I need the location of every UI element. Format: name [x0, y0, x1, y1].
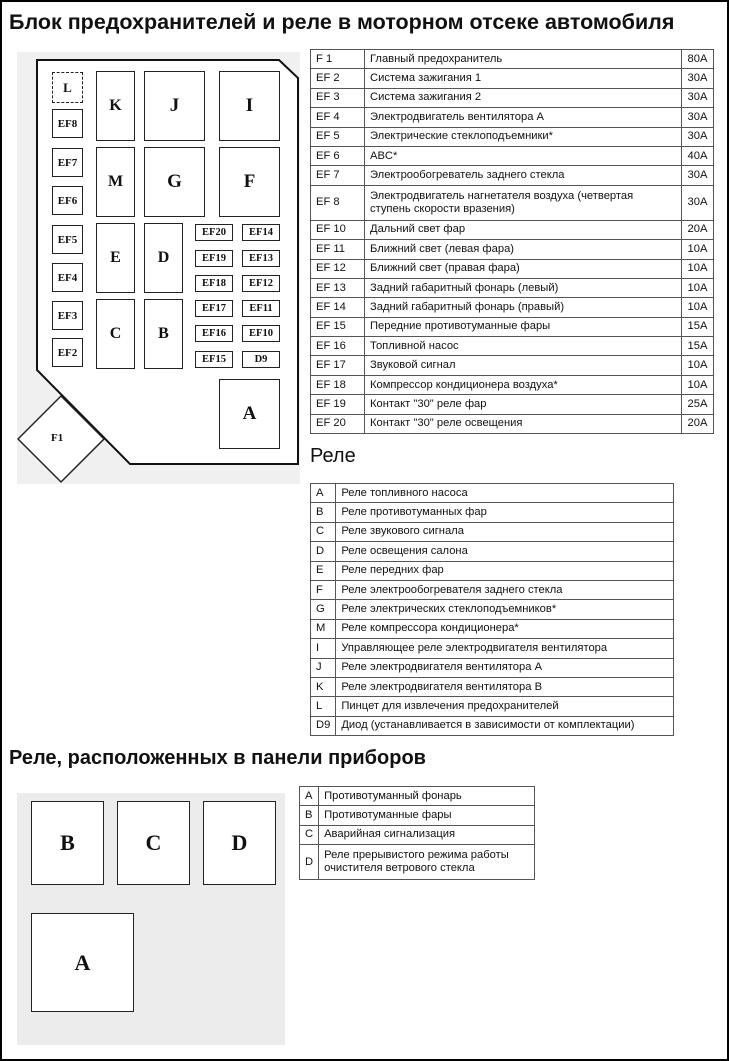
diagram-relay-b: B: [144, 299, 183, 369]
fuse-row-amp: 20A: [682, 220, 714, 239]
diagram-relay-e: E: [96, 223, 135, 293]
fuse-row-code: EF 8: [311, 185, 365, 220]
fuse-row-name: Контакт "30" реле освещения: [365, 414, 682, 433]
fuse-row-amp: 30A: [682, 69, 714, 88]
panel-relay-row-code: C: [300, 825, 319, 844]
diagram-fuse-ef16: EF16: [195, 325, 233, 342]
panel-relay-row-name: Противотуманные фары: [319, 806, 535, 825]
fuse-row-code: EF 16: [311, 337, 365, 356]
relay-row-name: Управляющее реле электродвигателя вентилятора: [336, 639, 674, 658]
fuse-row: [311, 356, 714, 375]
panel-relay-row-name: Аварийная сигнализация: [319, 825, 535, 844]
fuse-row-name: Электродвигатель вентилятора А: [365, 108, 682, 127]
fuse-row-amp: 10A: [682, 298, 714, 317]
fuse-row-amp: 15A: [682, 337, 714, 356]
fuse-row: [311, 69, 714, 88]
fuse-row-amp: 10A: [682, 356, 714, 375]
relay-row: [311, 522, 674, 541]
fuse-row-amp: 15A: [682, 317, 714, 336]
fuse-row: [311, 50, 714, 69]
diagram-fuse-ef3: EF3: [52, 301, 83, 330]
relay-row-name: Реле электрообогревателя заднего стекла: [336, 580, 674, 599]
fuse-row-amp: 30A: [682, 185, 714, 220]
diagram-relay-a: A: [219, 379, 280, 449]
fuse-row-name: Система зажигания 2: [365, 88, 682, 107]
relay-row-code: G: [311, 600, 336, 619]
relay-row-code: K: [311, 677, 336, 696]
panel-diagram-relay-a: A: [31, 913, 134, 1012]
fuse-row-amp: 30A: [682, 127, 714, 146]
fuse-row-name: Контакт "30" реле фар: [365, 395, 682, 414]
diagram-relay-k: K: [96, 71, 135, 141]
fuse-row: [311, 414, 714, 433]
fuse-row-name: Система зажигания 1: [365, 69, 682, 88]
fuse-row-amp: 10A: [682, 278, 714, 297]
relay-row: [311, 658, 674, 677]
panel-relay-row: [300, 787, 535, 806]
diagram-fuse-ef14: EF14: [242, 224, 280, 241]
diagram-fuse-ef6: EF6: [52, 186, 83, 215]
diagram-fuse-ef15: EF15: [195, 351, 233, 368]
fuse-row-amp: 10A: [682, 259, 714, 278]
diagram-fuse-ef19: EF19: [195, 250, 233, 267]
fuse-row-name: Ближний свет (правая фара): [365, 259, 682, 278]
fuse-row: [311, 240, 714, 259]
relay-row: [311, 484, 674, 503]
relay-row-code: A: [311, 484, 336, 503]
panel-relay-row: [300, 825, 535, 844]
fuse-row-name: Задний габаритный фонарь (левый): [365, 278, 682, 297]
fuse-row: [311, 278, 714, 297]
fuse-row-name: Дальний свет фар: [365, 220, 682, 239]
fuse-row-code: F 1: [311, 50, 365, 69]
fuse-row-name: Компрессор кондиционера воздуха*: [365, 375, 682, 394]
fuse-row: [311, 317, 714, 336]
relay-row-code: B: [311, 503, 336, 522]
relay-row-code: J: [311, 658, 336, 677]
diagram-fuse-ef20: EF20: [195, 224, 233, 241]
panel-relay-row: [300, 845, 535, 880]
fuse-row-name: Топливной насос: [365, 337, 682, 356]
panel-relay-row-code: D: [300, 845, 319, 880]
diagram-fuse-ef2: EF2: [52, 338, 83, 367]
fuse-row: [311, 337, 714, 356]
diagram-relay-i: I: [219, 71, 280, 141]
panel-relay-row: [300, 806, 535, 825]
relay-row-name: Реле противотуманных фар: [336, 503, 674, 522]
fuse-row-name: Электродвигатель нагнетателя воздуха (четвертая ступень скорости вразения): [365, 185, 682, 220]
relay-row: [311, 561, 674, 580]
fuse-row-amp: 30A: [682, 88, 714, 107]
relay-row-code: L: [311, 697, 336, 716]
fuse-row-code: EF 17: [311, 356, 365, 375]
fuse-row-code: EF 18: [311, 375, 365, 394]
diagram-label-f1: F1: [51, 432, 64, 444]
diagram-relay-f: F: [219, 147, 280, 217]
diagram-relay-d: D: [144, 223, 183, 293]
relay-row-code: M: [311, 619, 336, 638]
diagram-fuse-ef7: EF7: [52, 148, 83, 177]
fuse-row: [311, 146, 714, 165]
fuse-row-amp: 25A: [682, 395, 714, 414]
fuse-row-amp: 30A: [682, 166, 714, 185]
engine-fuse-box-diagram: [17, 52, 300, 484]
panel-relay-row-name: Противотуманный фонарь: [319, 787, 535, 806]
panel-relay-row-code: B: [300, 806, 319, 825]
fuse-table: [310, 49, 714, 434]
fuse-row: [311, 298, 714, 317]
panel-diagram-relay-c: C: [117, 801, 190, 885]
relay-row: [311, 619, 674, 638]
diagram-fuse-ef5: EF5: [52, 225, 83, 254]
diagram-fuse-ef18: EF18: [195, 275, 233, 292]
fuse-row-name: Звуковой сигнал: [365, 356, 682, 375]
relay-row-name: Реле звукового сигнала: [336, 522, 674, 541]
fuse-row: [311, 108, 714, 127]
relay-row-name: Реле электродвигателя вентилятора В: [336, 677, 674, 696]
panel-relay-row-name: Реле прерывистого режима работы очистителя ветрового стекла: [319, 845, 535, 880]
relay-row: [311, 503, 674, 522]
fuse-row: [311, 375, 714, 394]
fuse-row-code: EF 13: [311, 278, 365, 297]
diagram-tweezers-l: L: [52, 72, 83, 103]
fuse-row: [311, 220, 714, 239]
panel-diagram-relay-b: B: [31, 801, 104, 885]
diagram-relay-c: C: [96, 299, 135, 369]
fuse-row-code: EF 4: [311, 108, 365, 127]
relay-row-name: Реле топливного насоса: [336, 484, 674, 503]
relay-row-code: D9: [311, 716, 336, 735]
diagram-diode-d9: D9: [242, 351, 280, 368]
relay-row-name: Диод (устанавливается в зависимости от комплектации): [336, 716, 674, 735]
fuse-row-name: Электрообогреватель заднего стекла: [365, 166, 682, 185]
relay-row: [311, 716, 674, 735]
relay-row-code: D: [311, 542, 336, 561]
relay-row-code: C: [311, 522, 336, 541]
fuse-row-code: EF 5: [311, 127, 365, 146]
diagram-fuse-ef8: EF8: [52, 109, 83, 138]
fuse-row-code: EF 19: [311, 395, 365, 414]
fuse-row-name: Ближний свет (левая фара): [365, 240, 682, 259]
fuse-row-code: EF 10: [311, 220, 365, 239]
diagram-relay-g: G: [144, 147, 205, 217]
fuse-row: [311, 259, 714, 278]
fuse-row-amp: 20A: [682, 414, 714, 433]
relay-row: [311, 542, 674, 561]
fuse-row-name: Задний габаритный фонарь (правый): [365, 298, 682, 317]
fuse-row-name: Передние противотуманные фары: [365, 317, 682, 336]
fuse-row-amp: 80A: [682, 50, 714, 69]
relay-table: [310, 483, 674, 736]
relay-row: [311, 600, 674, 619]
relay-row: [311, 580, 674, 599]
relay-row-name: Реле освещения салона: [336, 542, 674, 561]
diagram-fuse-ef17: EF17: [195, 300, 233, 317]
fuse-row: [311, 395, 714, 414]
diagram-fuse-ef11: EF11: [242, 300, 280, 317]
fuse-row-code: EF 15: [311, 317, 365, 336]
fuse-row-amp: 40A: [682, 146, 714, 165]
fuse-row-code: EF 11: [311, 240, 365, 259]
relay-row-name: Пинцет для извлечения предохранителей: [336, 697, 674, 716]
relay-row: [311, 677, 674, 696]
relay-row-code: E: [311, 561, 336, 580]
panel-relay-table: [299, 786, 535, 880]
diagram-fuse-ef13: EF13: [242, 250, 280, 267]
diagram-relay-m: M: [96, 147, 135, 217]
relay-row: [311, 639, 674, 658]
fuse-row: [311, 166, 714, 185]
fuse-row-name: Электрические стеклоподъемники*: [365, 127, 682, 146]
relay-row-name: Реле электрических стеклоподъемников*: [336, 600, 674, 619]
fuse-row-code: EF 20: [311, 414, 365, 433]
fuse-row-amp: 10A: [682, 375, 714, 394]
fuse-row-code: EF 2: [311, 69, 365, 88]
instrument-panel-relay-diagram: [17, 793, 285, 1045]
fuse-row-code: EF 6: [311, 146, 365, 165]
relays-heading: Реле: [310, 445, 356, 467]
relay-row-code: I: [311, 639, 336, 658]
relay-row: [311, 697, 674, 716]
fuse-row-name: ABC*: [365, 146, 682, 165]
diagram-fuse-ef4: EF4: [52, 263, 83, 292]
relay-row-name: Реле компрессора кондиционера*: [336, 619, 674, 638]
relay-row-name: Реле электродвигателя вентилятора А: [336, 658, 674, 677]
diagram-fuse-ef10: EF10: [242, 325, 280, 342]
relay-row-name: Реле передних фар: [336, 561, 674, 580]
fuse-row-name: Главный предохранитель: [365, 50, 682, 69]
fuse-row-code: EF 3: [311, 88, 365, 107]
page-title: Блок предохранителей и реле в моторном отсеке автомобиля: [9, 10, 675, 34]
relay-row-code: F: [311, 580, 336, 599]
diagram-relay-j: J: [144, 71, 205, 141]
panel-relay-row-code: A: [300, 787, 319, 806]
fuse-row-amp: 30A: [682, 108, 714, 127]
fuse-row-code: EF 12: [311, 259, 365, 278]
fuse-row: [311, 88, 714, 107]
panel-diagram-relay-d: D: [203, 801, 276, 885]
fuse-row: [311, 127, 714, 146]
panel-heading: Реле, расположенных в панели приборов: [9, 747, 426, 769]
fuse-row-code: EF 7: [311, 166, 365, 185]
fuse-row-code: EF 14: [311, 298, 365, 317]
fuse-row-amp: 10A: [682, 240, 714, 259]
diagram-fuse-ef12: EF12: [242, 275, 280, 292]
fuse-row: [311, 185, 714, 220]
